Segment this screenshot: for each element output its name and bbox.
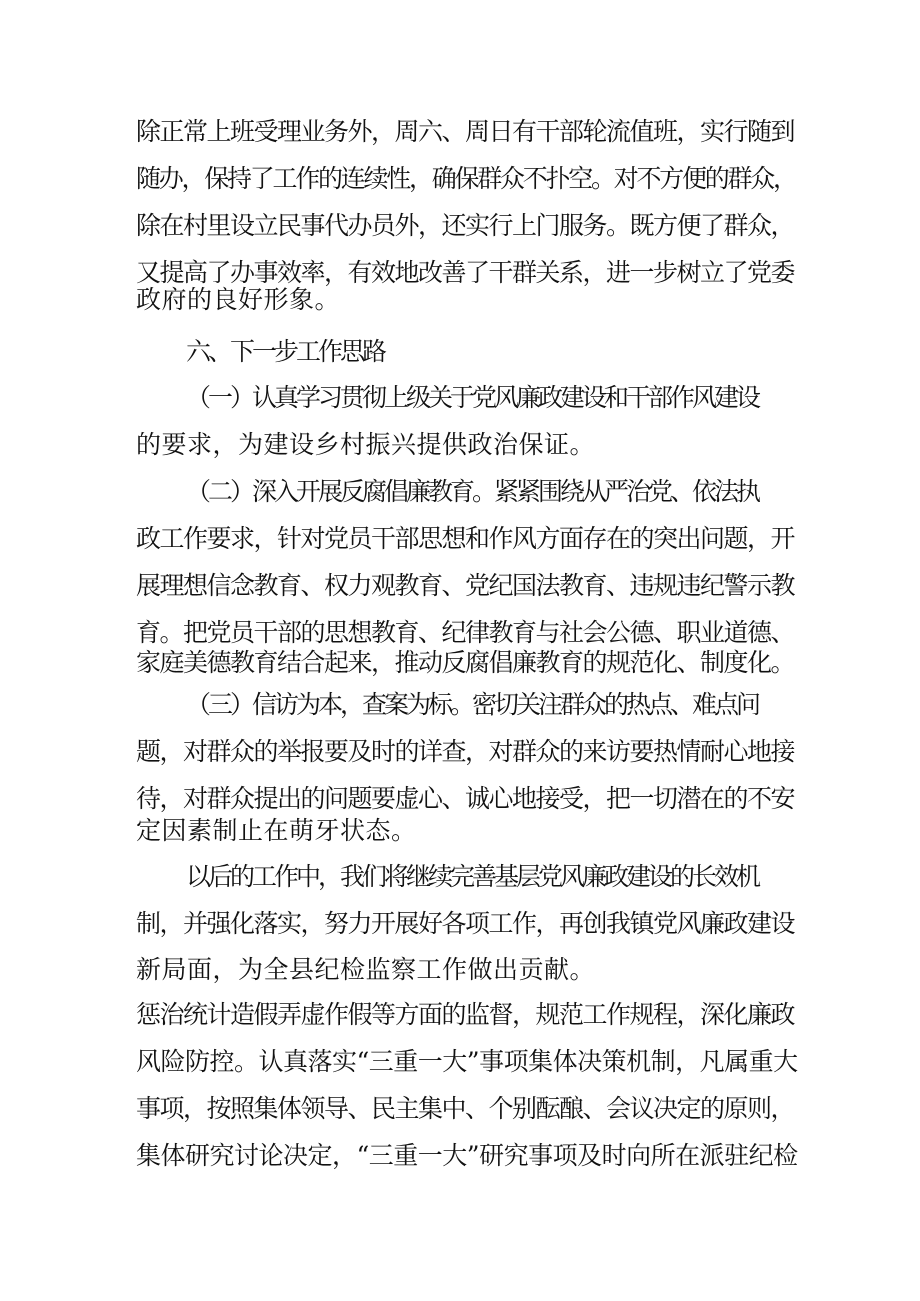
- paragraph-line: 家庭美德教育结合起来，推动反腐倡廉教育的规范化、制度化。: [136, 648, 795, 677]
- section-heading: 六、下一步工作思路: [186, 337, 385, 366]
- paragraph-line: 育。把党员干部的思想教育、纪律教育与社会公德、职业道德、: [136, 618, 795, 647]
- paragraph-line: 政府的良好形象。: [136, 285, 341, 314]
- paragraph-line: 待，对群众提出的问题要虚心、诚心地接受，把一切潜在的不安: [136, 784, 795, 813]
- paragraph-line: （一）认真学习贯彻上级关于党风廉政建设和干部作风建设: [186, 383, 759, 412]
- paragraph-line: 又提高了办事效率，有效地改善了干群关系，进一步树立了党委: [136, 258, 795, 287]
- paragraph-line: （二）深入开展反腐倡廉教育。紧紧围绕从严治党、依法执: [186, 477, 759, 506]
- paragraph-line: 题，对群众的举报要及时的详查，对群众的来访要热情耐心地接: [136, 737, 795, 766]
- paragraph-line: 制，并强化落实，努力开展好各项工作，再创我镇党风廉政建设: [136, 909, 795, 938]
- paragraph-line: 以后的工作中，我们将继续完善基层党风廉政建设的长效机: [186, 862, 759, 891]
- paragraph-line: 新局面，为全县纪检监察工作做出贡献。: [136, 955, 596, 984]
- paragraph-line: 除在村里设立民事代办员外，还实行上门服务。既方便了群众，: [136, 211, 795, 240]
- paragraph-line: 集体研究讨论决定，“三重一大”研究事项及时向所在派驻纪检: [136, 1141, 798, 1170]
- paragraph-line: 展理想信念教育、权力观教育、党纪国法教育、违规违纪警示教: [136, 571, 795, 600]
- paragraph-line: 风险防控。认真落实“三重一大”事项集体决策机制，凡属重大: [136, 1047, 798, 1076]
- paragraph-line: 除正常上班受理业务外，周六、周日有干部轮流值班，实行随到: [136, 117, 795, 146]
- paragraph-line: 事项，按照集体领导、民主集中、个别酝酿、会议决定的原则，: [136, 1094, 795, 1123]
- paragraph-line: （三）信访为本，查案为标。密切关注群众的热点、难点问: [186, 690, 759, 719]
- paragraph-line: 惩治统计造假弄虚作假等方面的监督，规范工作规程，深化廉政: [136, 1000, 795, 1029]
- paragraph-line: 定因素制止在萌牙状态。: [136, 816, 417, 845]
- paragraph-line: 政工作要求，针对党员干部思想和作风方面存在的突出问题，开: [136, 524, 795, 553]
- paragraph-line: 随办，保持了工作的连续性，确保群众不扑空。对不方便的群众，: [136, 164, 796, 193]
- paragraph-line: 的要求，为建设乡村振兴提供政治保证。: [136, 430, 596, 459]
